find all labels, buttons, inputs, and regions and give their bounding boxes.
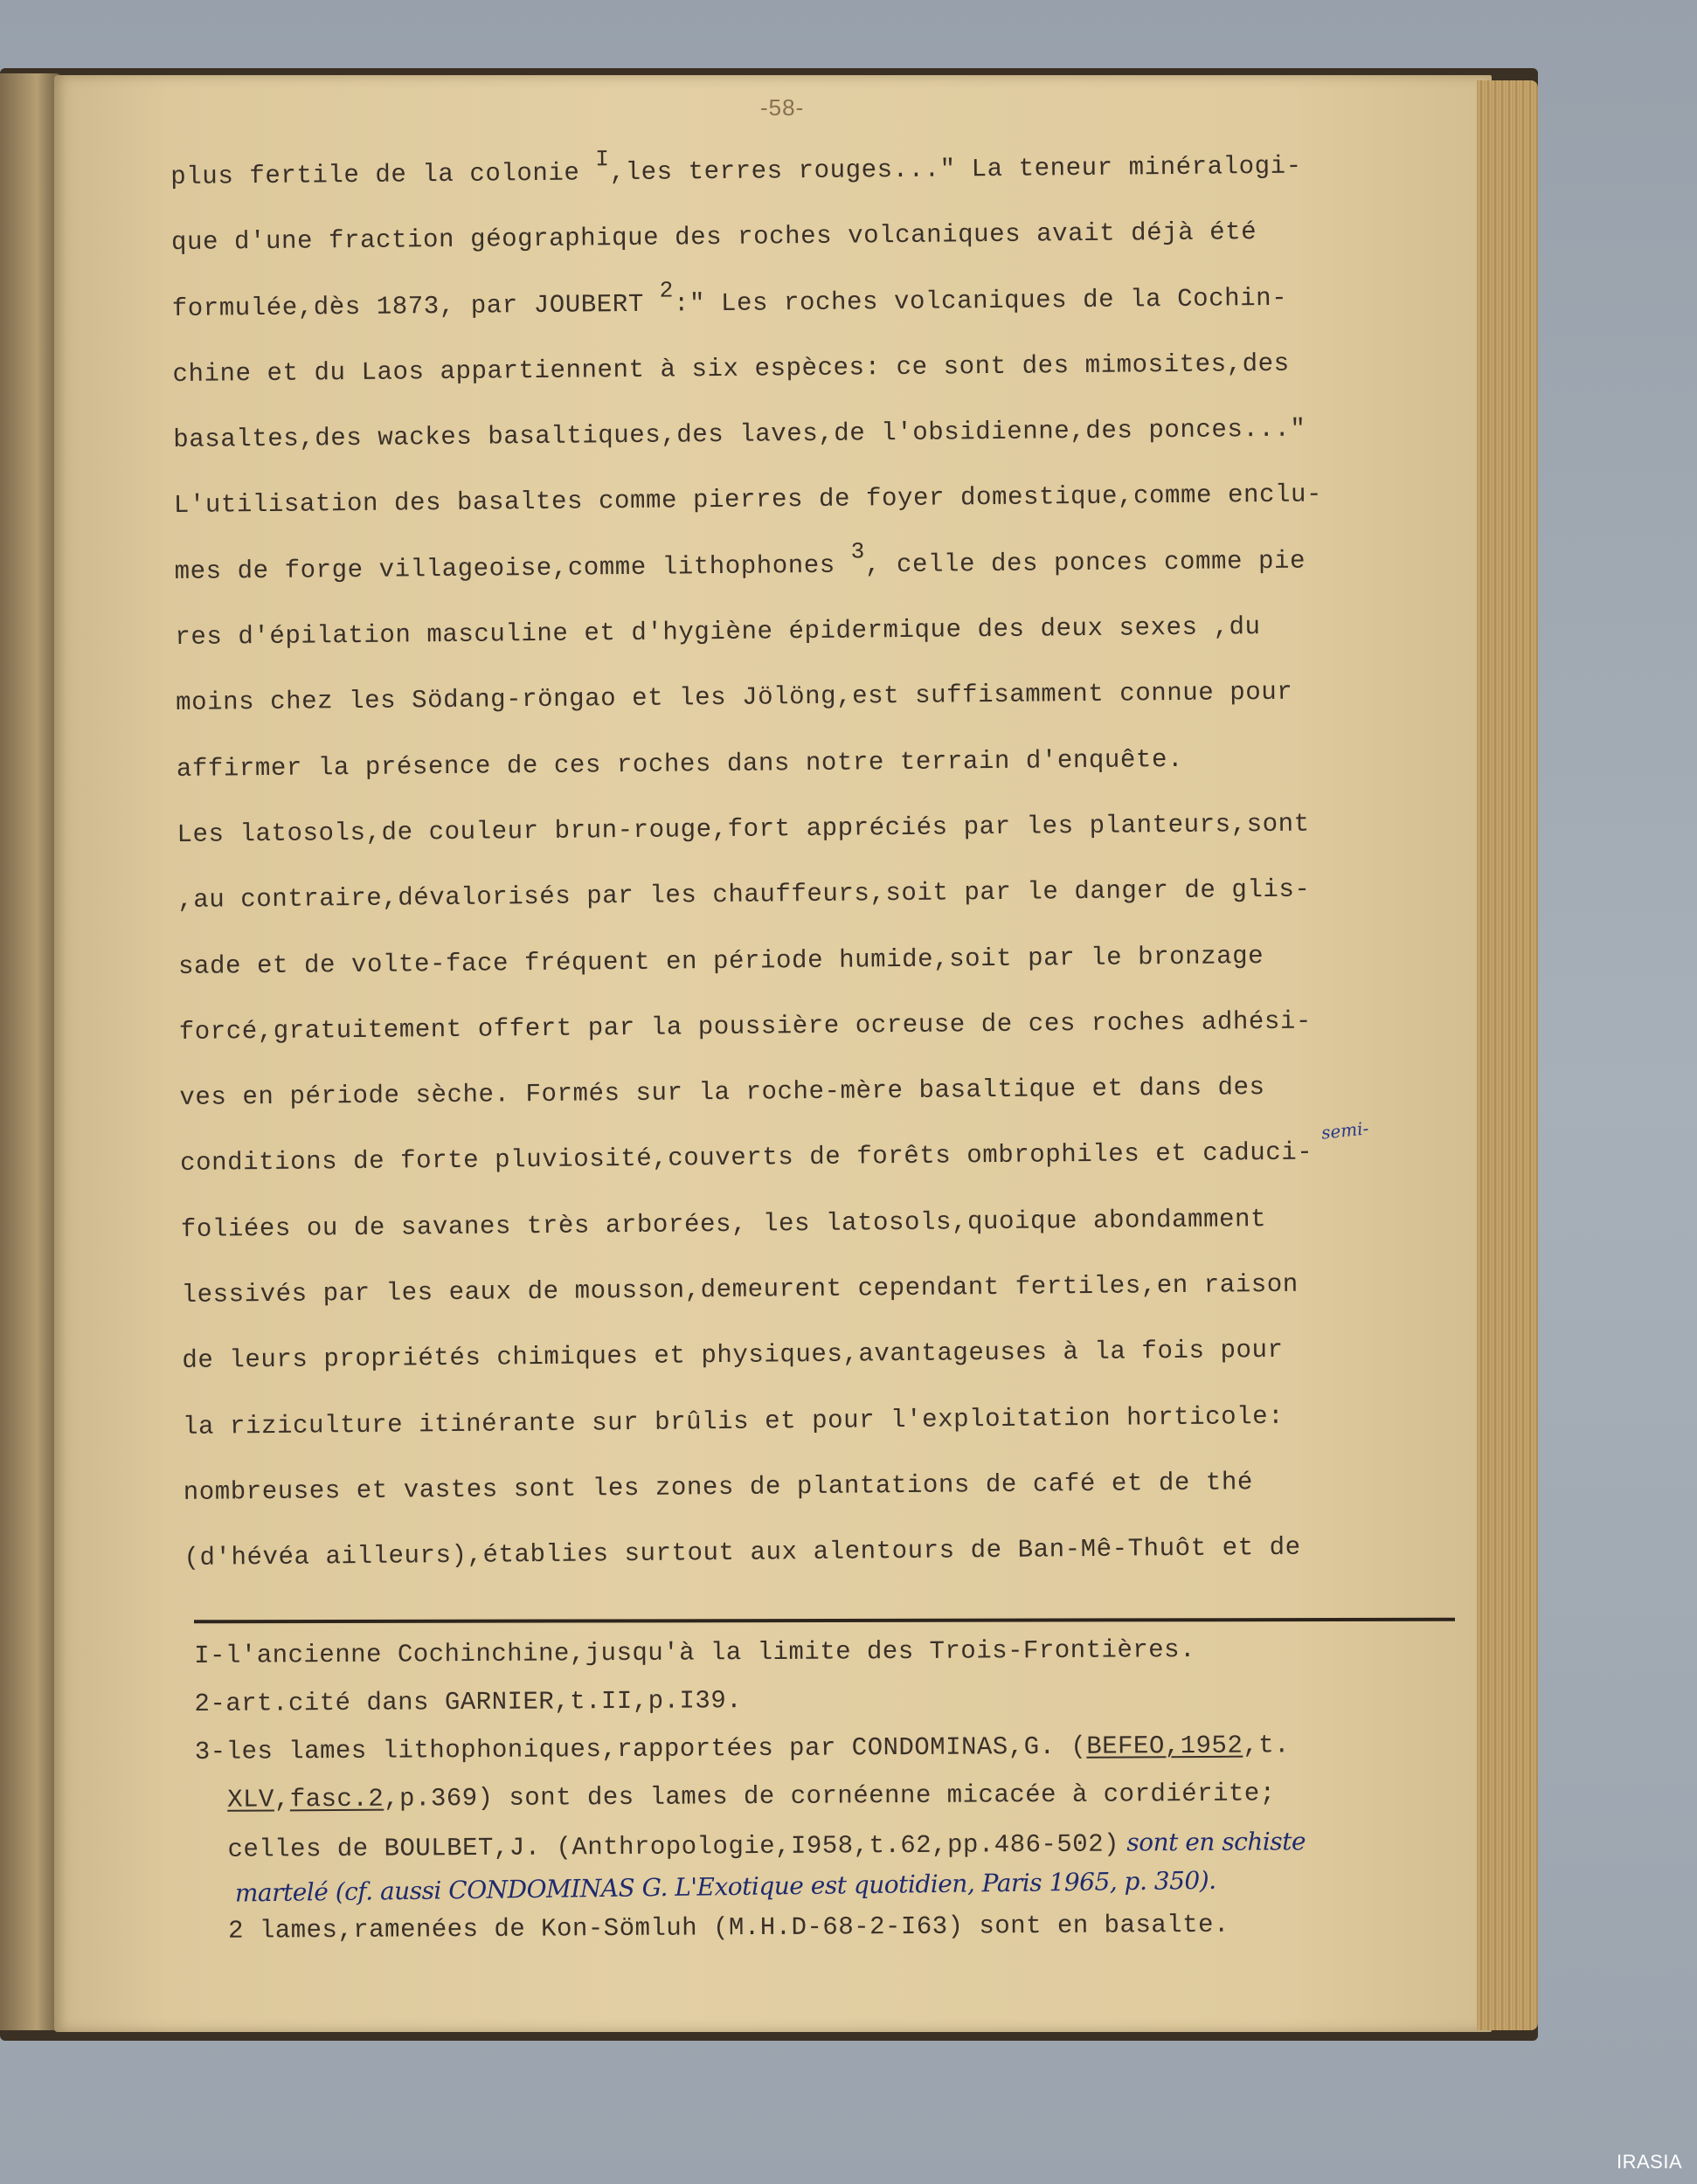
body-line: (d'hévéa ailleurs),établies surtout aux alentours de Ban-Mê-Thuôt et de	[184, 1532, 1301, 1573]
body-line: ves en période sèche. Formés sur la roche-mère basaltique et dans des	[179, 1073, 1265, 1113]
footnote-3-continued: 2 lames,ramenées de Kon-Sömluh (M.H.D-68-2-I63) sont en basalte.	[227, 1910, 1229, 1946]
page-number: -58-	[760, 94, 805, 121]
body-line: res d'épilation masculine et d'hygiène épidermique des deux sexes ,du	[175, 612, 1261, 653]
body-line: forcé,gratuitement offert par la poussière ocreuse de ces roches adhési-	[178, 1006, 1313, 1047]
footnote-3-continued: XLV,fasc.2,p.369) sont des lames de cornéenne micacée à cordiérite;	[227, 1779, 1276, 1814]
footnote-1: I-l'ancienne Cochinchine,jusqu'à la limite des Trois-Frontières.	[194, 1635, 1196, 1670]
body-line: de leurs propriétés chimiques et physiques,avantageuses à la fois pour	[182, 1336, 1284, 1376]
left-page-edge	[0, 73, 61, 2030]
body-line: nombreuses et vastes sont les zones de plantations de café et de thé	[183, 1468, 1254, 1507]
footnote-3: 3-les lames lithophoniques,rapportées par CONDOMINAS,G. (BEFEO,1952,t.	[194, 1731, 1291, 1766]
footnote-ref-1: I	[595, 146, 610, 173]
body-line: plus fertile de la colonie I,les terres rouges..." La teneur minéralogi-	[170, 146, 1302, 191]
body-line: sade et de volte-face fréquent en période humide,soit par le bronzage	[177, 941, 1264, 981]
body-line: moins chez les Södang-röngao et les Jölöng,est suffisamment connue pour	[175, 678, 1293, 718]
handwritten-annotation: sont en schiste	[1119, 1827, 1306, 1857]
footnote-3-continued: celles de BOULBET,J. (Anthropologie,I958,t.62,pp.486-502) sont en schiste	[227, 1827, 1306, 1864]
body-line: L'utilisation des basaltes comme pierres de foyer domestique,comme enclu-	[173, 480, 1323, 521]
body-line: la riziculture itinérante sur brûlis et pour l'exploitation horticole:	[182, 1401, 1285, 1441]
body-line: que d'une fraction géographique des roches volcaniques avait déjà été	[170, 218, 1257, 258]
body-line: Les latosols,de couleur brun-rouge,fort appréciés par les planteurs,sont	[177, 809, 1310, 849]
body-line: chine et du Laos appartiennent à six espèces: ce sont des mimosites,des	[172, 349, 1290, 389]
body-text	[170, 132, 1495, 1592]
handwritten-annotation-semi: semi-	[1320, 1117, 1370, 1144]
footnote-2: 2-art.cité dans GARNIER,t.II,p.I39.	[194, 1686, 743, 1718]
handwritten-annotation-line: martelé (cf. aussi CONDOMINAS G. L'Exotique est quotidien, Paris 1965, p. 350).	[234, 1865, 1216, 1908]
body-line: affirmer la présence de ces roches dans notre terrain d'enquête.	[176, 744, 1184, 784]
footnotes	[194, 1624, 1472, 1955]
body-line: mes de forge villageoise,comme lithophones 3, celle des ponces comme pie	[174, 538, 1306, 586]
footnote-ref-3: 3	[850, 538, 865, 565]
watermark: IRASIA	[1617, 2151, 1683, 2173]
body-line: conditions de forte pluviosité,couverts de forêts ombrophiles et caduci-	[180, 1137, 1313, 1178]
body-line: ,au contraire,dévalorisés par les chauffeurs,soit par le danger de glis-	[177, 874, 1311, 916]
body-line: basaltes,des wackes basaltiques,des laves,de l'obsidienne,des ponces..."	[173, 414, 1306, 455]
body-line: foliées ou de savanes très arborées, les latosols,quoique abondamment	[180, 1204, 1267, 1244]
footnote-ref-2: 2	[659, 277, 675, 304]
body-line: formulée,dès 1873, par JOUBERT 2:" Les roches volcaniques de la Cochin-	[171, 277, 1288, 323]
body-line: lessivés par les eaux de mousson,demeurent cependant fertiles,en raison	[181, 1269, 1299, 1310]
